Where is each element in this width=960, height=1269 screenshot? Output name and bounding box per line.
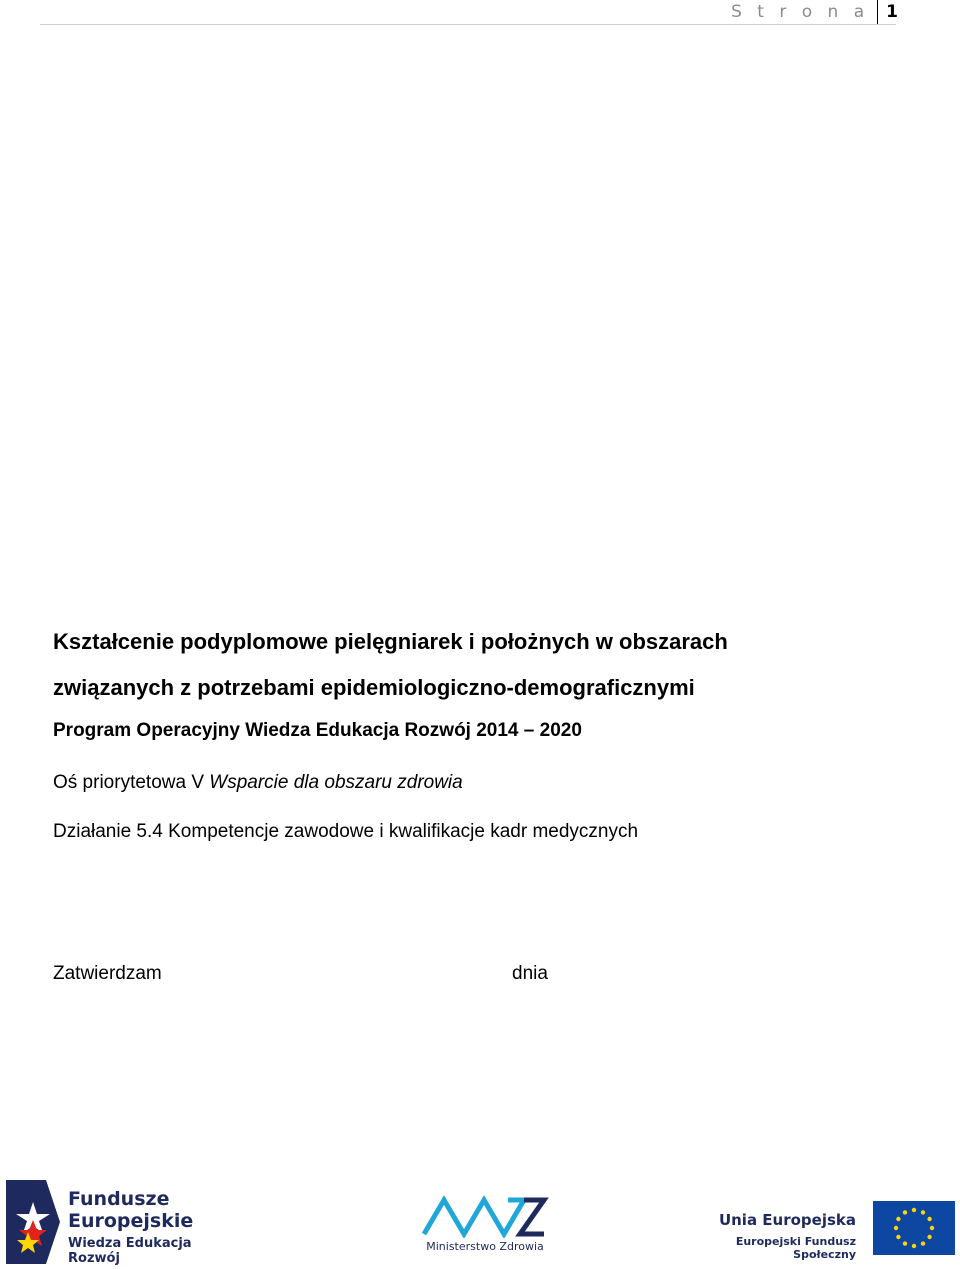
ue-text	[684, 1211, 856, 1261]
page-label: S t r o n a	[731, 2, 870, 22]
fe-line3: Wiedza Edukacja Rozwój	[68, 1236, 192, 1266]
title-line-1: Kształcenie podyplomowe pielęgniarek i położnych w obszarach	[53, 629, 728, 654]
logo-ministerstwo-zdrowia	[420, 1194, 550, 1256]
fe-text	[68, 1188, 246, 1266]
header-rule	[40, 24, 896, 25]
ue-line2: Europejski Fundusz Społeczny	[735, 1235, 856, 1261]
priority-axis	[53, 772, 463, 794]
ue-line1: Unia Europejska	[718, 1211, 856, 1229]
mz-label: Ministerstwo Zdrowia	[426, 1240, 544, 1253]
header-separator	[877, 0, 878, 24]
fe-line2: Europejskie	[68, 1210, 194, 1232]
mz-mark-icon	[420, 1194, 550, 1238]
document-title	[53, 619, 913, 711]
logo-unia-europejska	[684, 1199, 959, 1259]
axis-prefix: Oś priorytetowa V	[53, 772, 210, 793]
action-line: Działanie 5.4 Kompetencje zawodowe i kwalifikacje kadr medycznych	[53, 821, 639, 842]
day-label: dnia	[512, 963, 548, 984]
approve-label: Zatwierdzam	[53, 963, 162, 984]
eu-flag-icon	[873, 1201, 955, 1255]
fe-star-icon	[6, 1180, 60, 1264]
fe-line1: Fundusze	[68, 1188, 170, 1210]
axis-name: Wsparcie dla obszaru zdrowia	[209, 772, 463, 793]
page-header	[731, 0, 898, 24]
logo-fundusze-europejskie	[6, 1180, 246, 1264]
title-line-2: związanych z potrzebami epidemiologiczno-demograficznymi	[53, 675, 695, 700]
page-number: 1	[886, 2, 898, 22]
program-name: Program Operacyjny Wiedza Edukacja Rozwój 2014 – 2020	[53, 720, 582, 741]
